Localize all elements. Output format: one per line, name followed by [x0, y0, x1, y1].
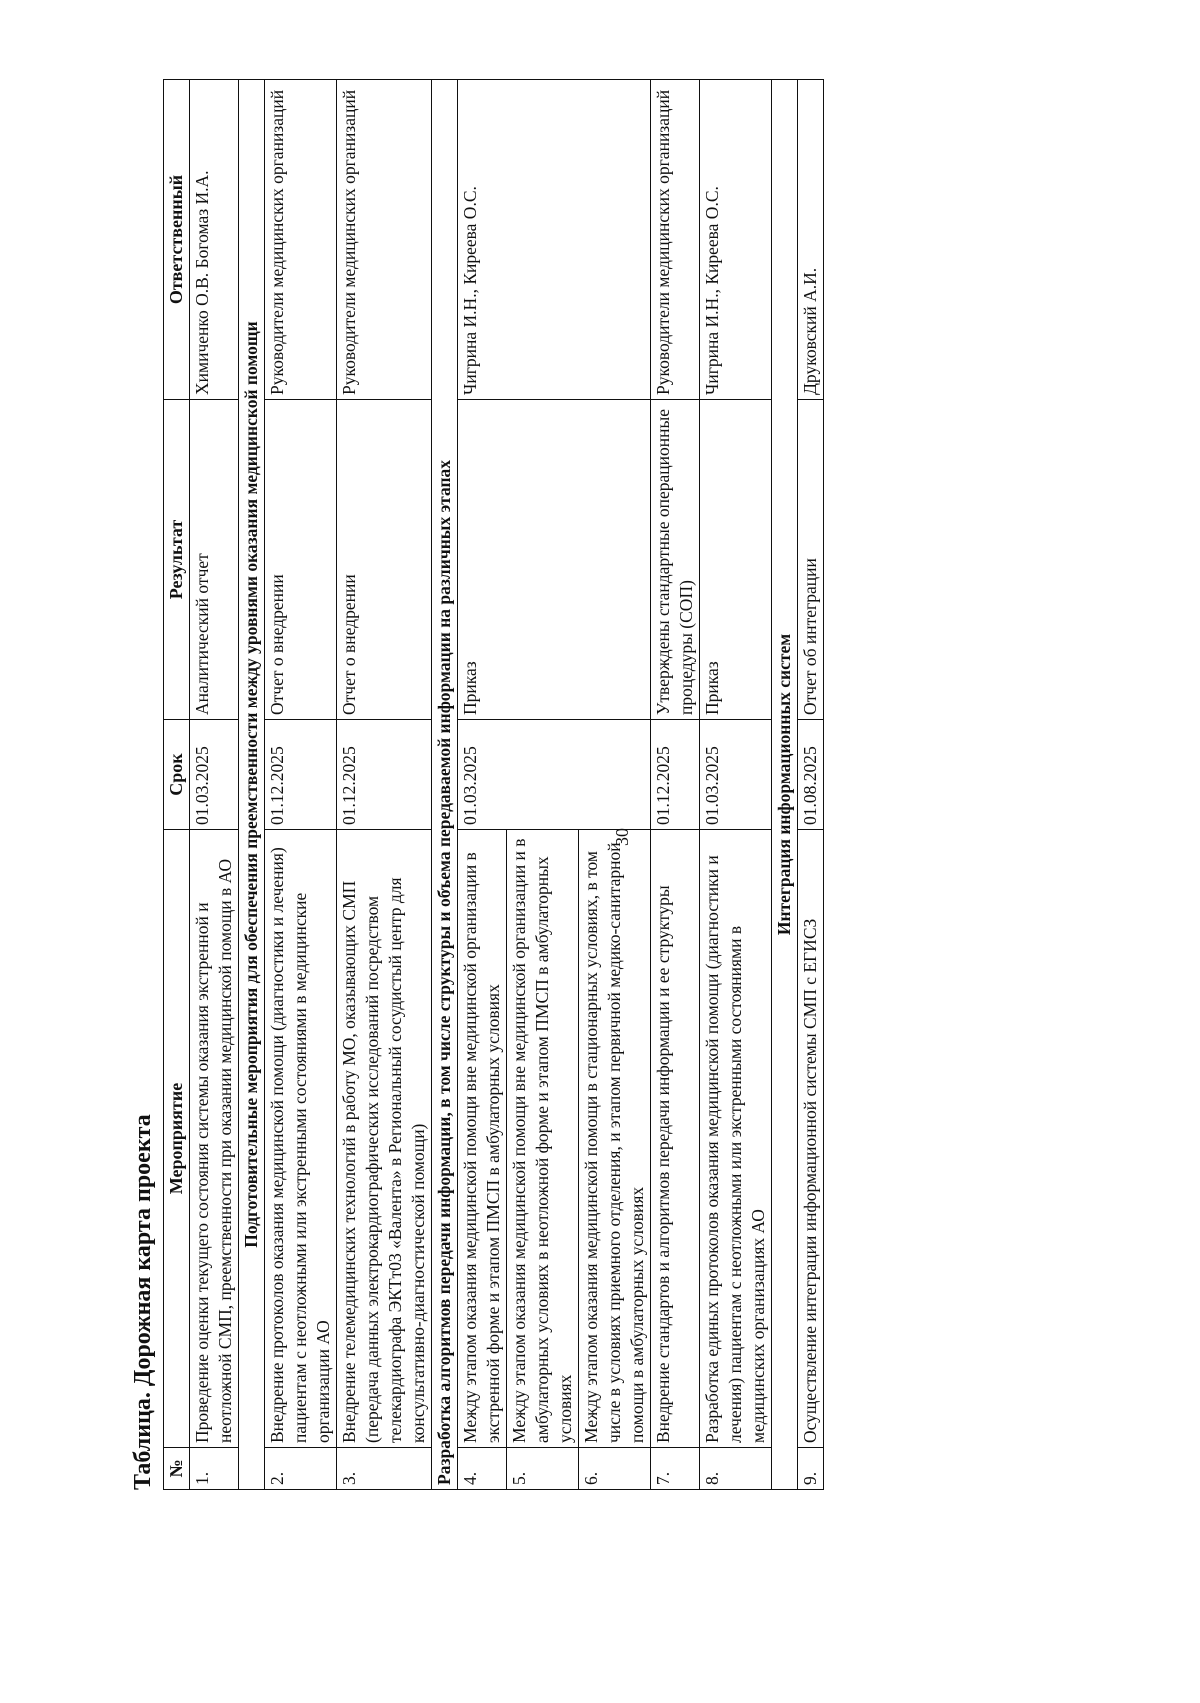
- table-row: [265, 80, 337, 1490]
- header-row: [164, 80, 190, 1490]
- row-result: Приказ: [700, 400, 772, 720]
- row-activity: Внедрение телемедицинских технологий в работу МО, оказывающих СМП (передача данных электрокардиографических исследований посредством телекардиографа ЭКТт03 «Валента» в Региональный сосудистый центр для консультативно-диагностической помощи): [337, 830, 432, 1448]
- row-activity: Между этапом оказания медицинской помощи вне медицинской организации и в амбулаторных условиях в неотложной форме и этапом ПМСП в амбулаторных условиях: [507, 830, 579, 1448]
- row-deadline: 01.12.2025: [265, 720, 337, 830]
- row-number: 4.: [458, 1448, 507, 1490]
- row-responsible: Руководители медицинских организаций: [265, 80, 337, 400]
- row-number: 6.: [579, 1448, 651, 1490]
- row-deadline: 01.08.2025: [798, 720, 824, 830]
- row-number: 2.: [265, 1448, 337, 1490]
- row-responsible: Химиченко О.В. Богомаз И.А.: [190, 80, 239, 400]
- row-result: Отчет о внедрении: [265, 400, 337, 720]
- row-activity: Между этапом оказания медицинской помощи вне медицинской организации в экстренной форме и этапом ПМСП в амбулаторных условиях: [458, 830, 507, 1448]
- row-activity: Внедрение стандартов и алгоритмов передачи информации и ее структуры: [651, 830, 700, 1448]
- row-deadline: 01.03.2025: [458, 720, 651, 830]
- section-row: [772, 80, 798, 1490]
- table-row: [458, 80, 507, 1490]
- page-number: 30: [612, 828, 632, 846]
- row-result: Отчет об интеграции: [798, 400, 824, 720]
- row-result: Аналитический отчет: [190, 400, 239, 720]
- section-title: Интеграция информационных систем: [772, 80, 798, 1490]
- row-activity: Осуществление интеграции информационной системы СМП с ЕГИСЗ: [798, 830, 824, 1448]
- row-activity: Между этапом оказания медицинской помощи в стационарных условиях, в том числе в условиях приемного отделения, и этапом первичной медико-санитарной помощи в амбулаторных условиях: [579, 830, 651, 1448]
- row-number: 8.: [700, 1448, 772, 1490]
- row-activity: Разработка единых протоколов оказания медицинской помощи (диагностики и лечения) пациентам с неотложными или экстренными состояниями в медицинских организациях АО: [700, 830, 772, 1448]
- row-responsible: Чигрина И.Н., Киреева О.С.: [458, 80, 651, 400]
- column-header-number: №: [164, 1448, 190, 1490]
- row-responsible: Руководители медицинских организаций: [337, 80, 432, 400]
- row-activity: Проведение оценки текущего состояния системы оказания экстренной и неотложной СМП, преемственности при оказании медицинской помощи в АО: [190, 830, 239, 1448]
- row-result: Отчет о внедрении: [337, 400, 432, 720]
- column-header-responsible: Ответственный: [164, 80, 190, 400]
- column-header-result: Результат: [164, 400, 190, 720]
- row-number: 3.: [337, 1448, 432, 1490]
- row-number: 7.: [651, 1448, 700, 1490]
- row-deadline: 01.03.2025: [700, 720, 772, 830]
- table-row: [190, 80, 239, 1490]
- row-deadline: 01.12.2025: [651, 720, 700, 830]
- row-number: 9.: [798, 1448, 824, 1490]
- row-activity: Внедрение протоколов оказания медицинской помощи (диагностики и лечения) пациентам с неотложными или экстренными состояниями в медицинские организации АО: [265, 830, 337, 1448]
- section-title: Подготовительные мероприятия для обеспечения преемственности между уровнями оказания медицинской помощи: [239, 80, 265, 1490]
- table-row: [651, 80, 700, 1490]
- column-header-deadline: Срок: [164, 720, 190, 830]
- rotated-page-content: [127, 80, 957, 1490]
- row-responsible: Чигрина И.Н., Киреева О.С.: [700, 80, 772, 400]
- row-responsible: Руководители медицинских организаций: [651, 80, 700, 400]
- row-number: 1.: [190, 1448, 239, 1490]
- row-deadline: 01.12.2025: [337, 720, 432, 830]
- section-row: [239, 80, 265, 1490]
- section-row: [432, 80, 458, 1490]
- table-row: [700, 80, 772, 1490]
- section-title: Разработка алгоритмов передачи информации, в том числе структуры и объема передаваемой информации на различных этапах: [432, 80, 458, 1490]
- roadmap-table: [163, 79, 824, 1490]
- row-deadline: 01.03.2025: [190, 720, 239, 830]
- column-header-activity: Мероприятие: [164, 830, 190, 1448]
- row-result: Утверждены стандартные операционные процедуры (СОП): [651, 400, 700, 720]
- row-result: Приказ: [458, 400, 651, 720]
- table-title: Таблица. Дорожная карта проекта: [130, 1114, 156, 1490]
- row-responsible: Друковский А.И.: [798, 80, 824, 400]
- table-row: [798, 80, 824, 1490]
- row-number: 5.: [507, 1448, 579, 1490]
- table-row: [337, 80, 432, 1490]
